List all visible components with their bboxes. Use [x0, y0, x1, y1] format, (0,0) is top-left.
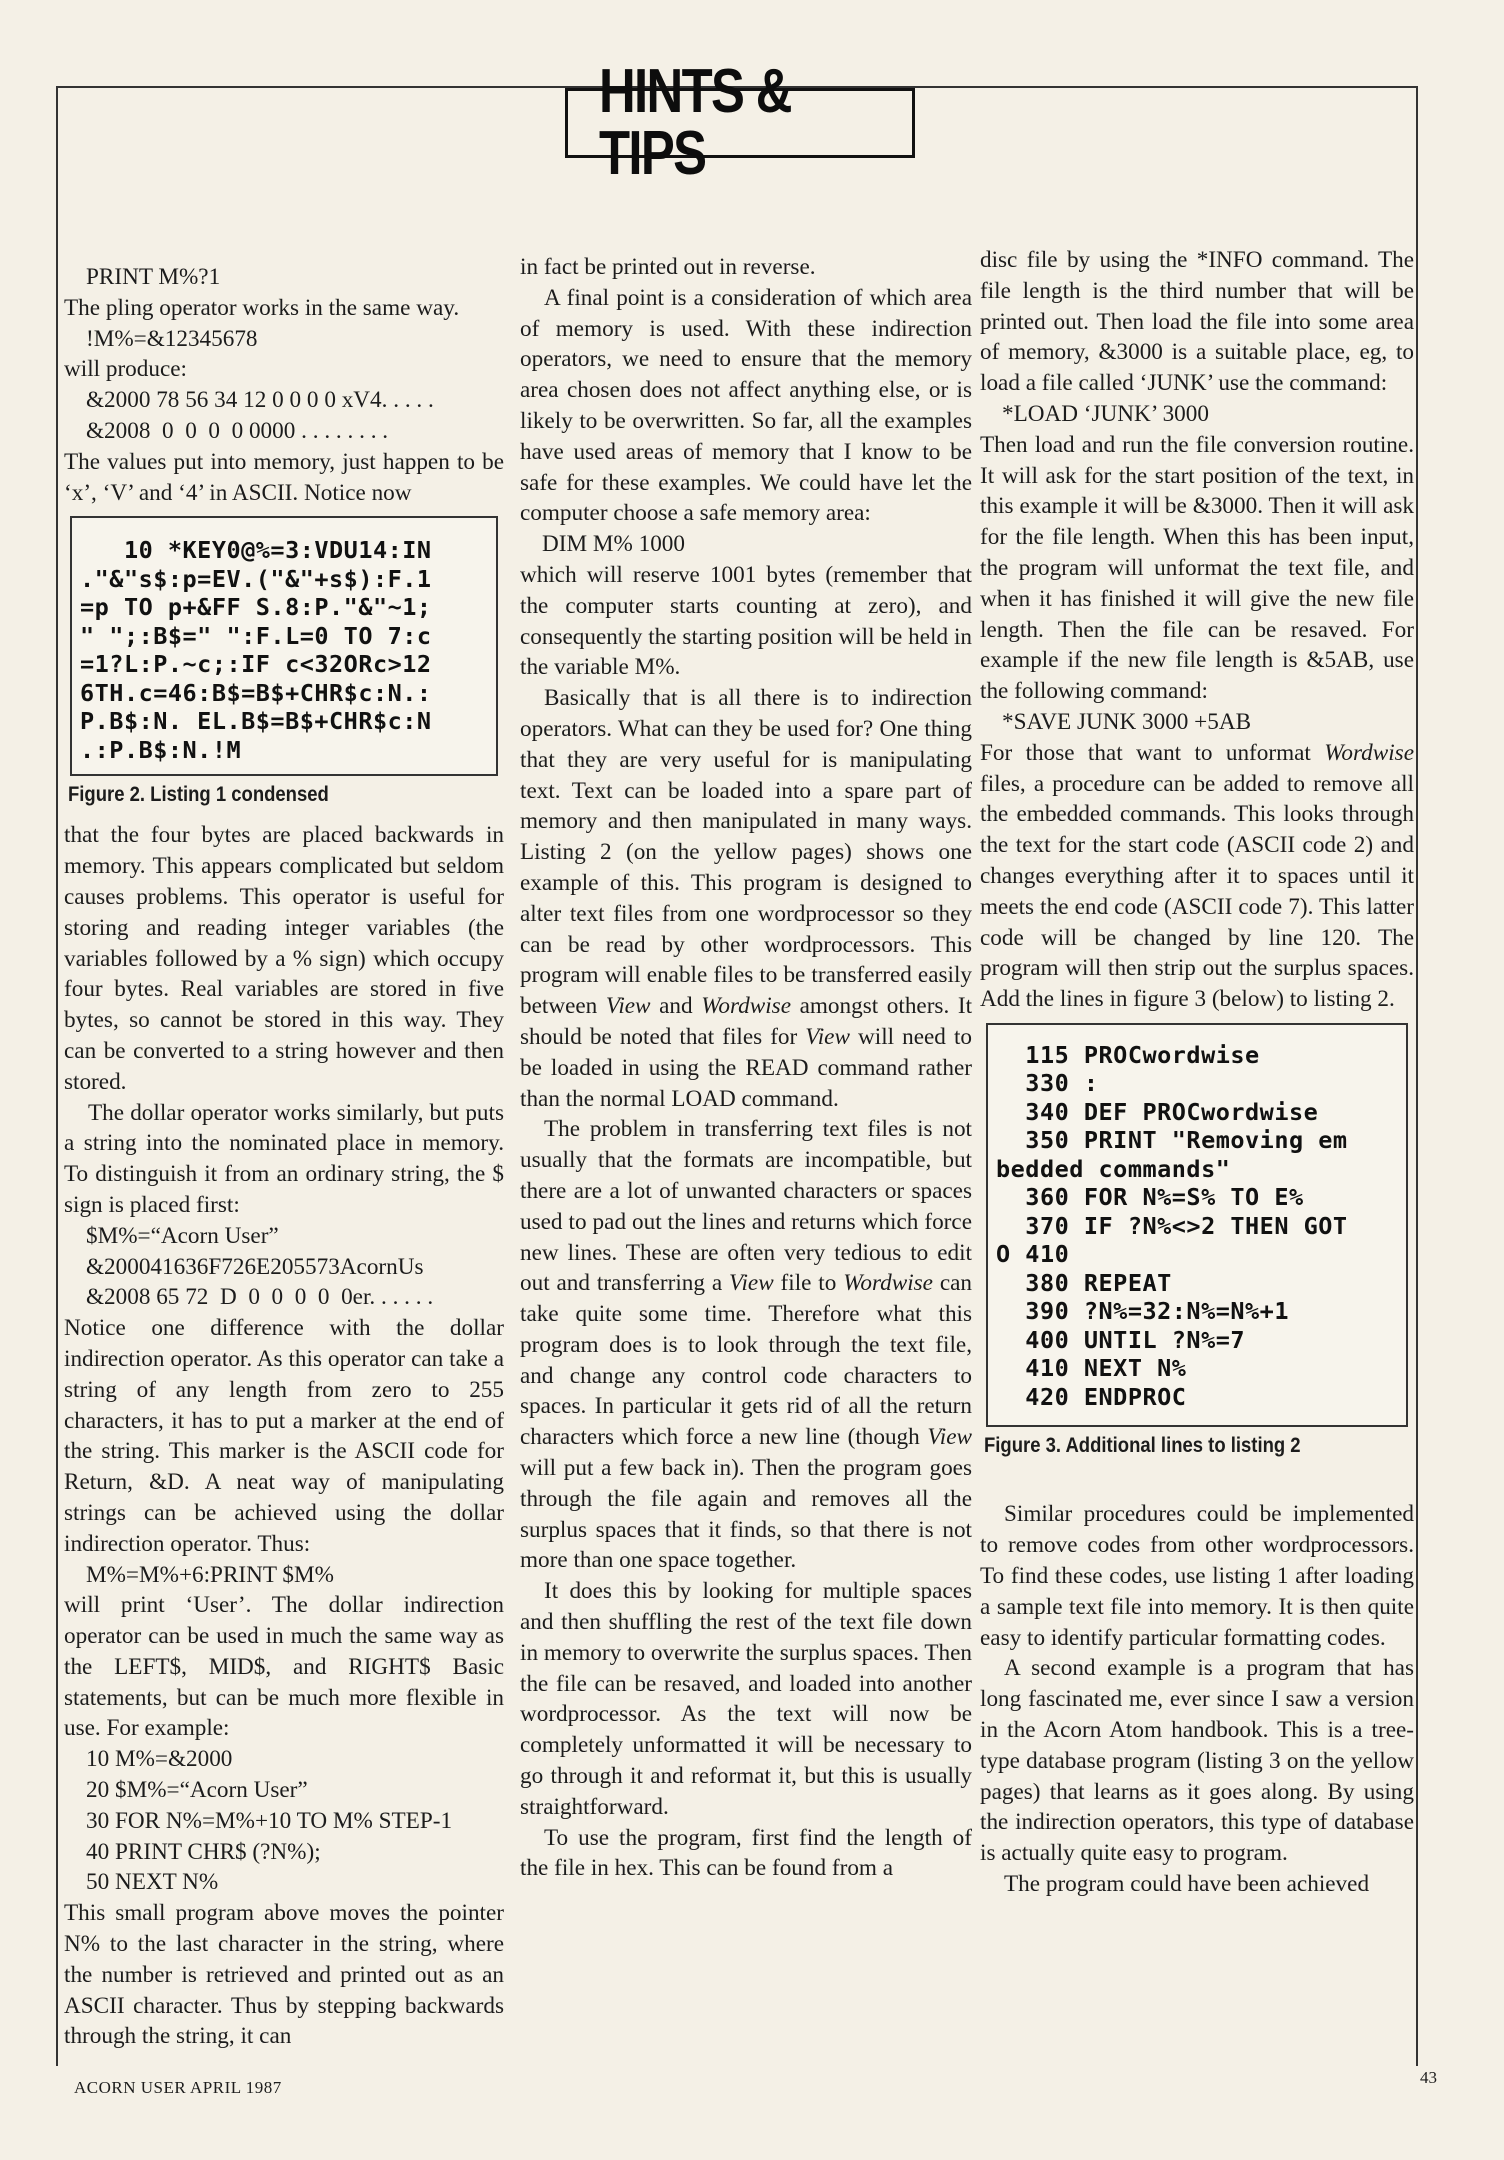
text-run: View	[729, 1270, 774, 1297]
paragraph	[520, 1114, 972, 1576]
text-run: amongst others. It should be noted that files for	[520, 993, 973, 1050]
text-run: Basically that is all there is to indirection operators. What can they be used for? One thing that they are very useful for is manipulating text. Text can be loaded into a spare part of memory and then manipulated in many ways. Listing 2 (on the yellow pages) shows one example of this. This program is designed to alter text files from one wordprocessor so they can be read by other wordprocessors. This program will enable files to be transferred easily between	[520, 685, 972, 1020]
code-line: 40 PRINT CHR$ (?N%);	[86, 1838, 321, 1865]
text-run: file to	[773, 1270, 844, 1297]
text-run: will need to be loaded in using the READ command rather than the normal LOAD command.	[520, 1023, 972, 1112]
code-line: !M%=&12345678	[86, 325, 258, 352]
code-line: 10 M%=&2000	[86, 1746, 233, 1773]
paragraph: disc file by using the *INFO command. The file length is the third number that will be printed out. Then load the file into some area of memory, &3000 is a suitable place, eg, to load a file called ‘JUNK’ use the command:	[980, 247, 1414, 397]
paragraph: It does this by looking for multiple spaces and then shuffling the rest of the text file down in memory to overwrite the surplus spaces. Then the file can be resaved, and loaded into another wordprocessor. As the text will now be completely unformatted it will be necessary to go through it and reformat it, but this is usually straightforward.	[520, 1578, 972, 1820]
text-run: and	[650, 993, 702, 1020]
text-run: View	[927, 1424, 972, 1451]
paragraph: This small program above moves the pointer N% to the last character in the string, where the number is retrieved and printed out as an ASCII character. Thus by stepping backwards through the string, it can	[64, 1900, 504, 2050]
column-3	[980, 245, 1414, 1900]
column-1	[64, 262, 504, 2052]
paragraph: will produce:	[64, 356, 187, 383]
code-line: &200041636F726E205573AcornUs	[86, 1253, 424, 1280]
text-run: View	[605, 993, 651, 1020]
code-line: &2008 0 0 0 0 0000 . . . . . . . .	[86, 417, 389, 444]
paragraph: which will reserve 1001 bytes (remember that the computer starts counting at zero), and consequently the starting position will be held in the variable M%.	[520, 561, 972, 681]
code-line: &2008 65 72 D 0 0 0 0 0er. . . . . .	[86, 1284, 434, 1311]
paragraph	[520, 683, 972, 1114]
figure-2-caption: Figure 2. Listing 1 condensed	[68, 783, 329, 807]
code-line: PRINT M%?1	[86, 264, 221, 290]
column-2	[520, 252, 972, 1884]
code-line: 30 FOR N%=M%+10 TO M% STEP-1	[86, 1807, 453, 1834]
paragraph: The program could have been achieved	[1004, 1870, 1370, 1897]
text-run: View	[805, 1023, 850, 1050]
section-title: HINTS & TIPS	[598, 57, 791, 188]
listing-1-code: 10 *KEY0@%=3:VDU14:IN ."&"s$:p=EV.("&"+s$):F.1 =p TO p+&FF S.8:P."&"~1; " ";:B$=" ":F.L=0 TO 7:c =1?L:P.~c;:IF c<32ORc>12 6TH.c=46:B$=B$+CHR$c:N.: P.B$:N. EL.B$=B$+CHR$c:N .:P.B$:N.!M	[80, 536, 432, 764]
paragraph: A second example is a program that has long fascinated me, ever since I saw a version in the Acorn Atom handbook. This is a tree-type database program (listing 3 on the yellow pages) that learns as it goes along. By using the indirection operators, this type of database is actually quite easy to program.	[980, 1655, 1414, 1867]
figure-3-listing-box	[986, 1023, 1408, 1428]
text-run: Wordwise	[1324, 739, 1414, 766]
text-run: files, a procedure can be added to remove all the embedded commands. This looks through the text for the start code (ASCII code 2) and changes everything after it to spaces until it meets the end code (ASCII code 7). This latter code will be changed by line 120. The program will then strip out the surplus spaces. Add the lines in figure 3 (below) to listing 2.	[980, 770, 1414, 1013]
code-line: $M%=“Acorn User”	[86, 1222, 279, 1249]
code-line: 50 NEXT N%	[86, 1869, 219, 1896]
text-run: will put a few back in). Then the program goes through the file again and removes all the surplus spaces that it finds, so that there is not more than one space together.	[520, 1455, 972, 1574]
figure-3-code: 115 PROCwordwise 330 : 340 DEF PROCwordwise 350 PRINT "Removing em bedded commands" 360 FOR N%=S% TO E% 370 IF ?N%<>2 THEN GOT O 410 380 REPEAT 390 ?N%=32:N%=N%+1 400 UNTIL ?N%=7 410 NEXT N% 420 ENDPROC	[996, 1040, 1348, 1411]
paragraph: Notice one difference with the dollar indirection operator. As this operator can take a string of any length from zero to 255 characters, it has to put a marker at the end of the string. This marker is the ASCII code for Return, &D. A neat way of manipulating strings can be achieved using the dollar indirection operator. Thus:	[64, 1315, 504, 1557]
text-run: Wordwise	[701, 993, 791, 1020]
text-run: can take quite some time. Therefore what this program does is to look through the text file, and change any control code characters to spaces. In particular it gets rid of all the return characters which force a new line (though	[520, 1270, 973, 1451]
code-line: M%=M%+6:PRINT $M%	[86, 1561, 334, 1588]
footer-publication: ACORN USER APRIL 1987	[74, 2078, 282, 2097]
paragraph: The values put into memory, just happen to be ‘x’, ‘V’ and ‘4’ in ASCII. Notice now	[64, 448, 504, 506]
code-line: *LOAD ‘JUNK’ 3000	[1002, 400, 1209, 427]
listing-1-box	[70, 516, 498, 776]
paragraph: The pling operator works in the same way.	[64, 294, 460, 321]
code-line: DIM M% 1000	[542, 531, 685, 558]
paragraph: Similar procedures could be implemented to remove codes from other wordprocessors. To find these codes, use listing 1 after loading a sample text file into memory. It is then quite easy to identify particular formatting codes.	[980, 1501, 1414, 1651]
paragraph: will print ‘User’. The dollar indirection operator can be used in much the same way as the LEFT$, MID$, and RIGHT$ Basic statements, but can be much more flexible in use. For example:	[64, 1592, 504, 1742]
paragraph: in fact be printed out in reverse.	[520, 254, 816, 280]
code-line: &2000 78 56 34 12 0 0 0 0 xV4. . . . .	[86, 387, 434, 414]
text-run: The problem in transferring text files is not usually that the formats are incompatible, but there are a lot of unwanted characters or spaces used to pad out the lines and returns which force new lines. These are often very tedious to edit out and transferring a	[520, 1116, 972, 1297]
paragraph: To use the program, first find the length of the file in hex. This can be found from a	[520, 1824, 972, 1882]
code-line: 20 $M%=“Acorn User”	[86, 1777, 308, 1804]
text-run: For those that want to unformat	[980, 739, 1325, 766]
paragraph	[980, 738, 1414, 1015]
paragraph: A final point is a consideration of which area of memory is used. With these indirection operators, we need to ensure that the memory area chosen does not affect anything else, or is likely to be overwritten. So far, all the examples have used areas of memory that I know to be safe for these examples. We could have let the computer choose a safe memory area:	[520, 284, 972, 527]
paragraph: Then load and run the file conversion routine. It will ask for the start position of the text, in this example it will be &3000. Then it will ask for the file length. When this has been input, the program will unformat the text file, and when it has finished it will give the new file length. Then the file can be resaved. For example if the new file length is &5AB, use the following command:	[980, 431, 1414, 705]
text-run: Wordwise	[843, 1270, 933, 1297]
section-header	[565, 57, 915, 188]
paragraph: The dollar operator works similarly, but puts a string into the nominated place in memory. To distinguish it from an ordinary string, the $ sign is placed first:	[64, 1099, 504, 1218]
code-line: *SAVE JUNK 3000 +5AB	[1002, 708, 1252, 735]
paragraph: that the four bytes are placed backwards in memory. This appears complicated but seldom causes problems. This operator is useful for storing and reading integer variables (the variables followed by a % sign) which occupy four bytes. Real variables are stored in five bytes, so cannot be stored in this way. They can be converted to a string however and then stored.	[64, 822, 504, 1095]
page-number: 43	[1420, 2068, 1437, 2087]
figure-3-caption: Figure 3. Additional lines to listing 2	[984, 1434, 1301, 1458]
